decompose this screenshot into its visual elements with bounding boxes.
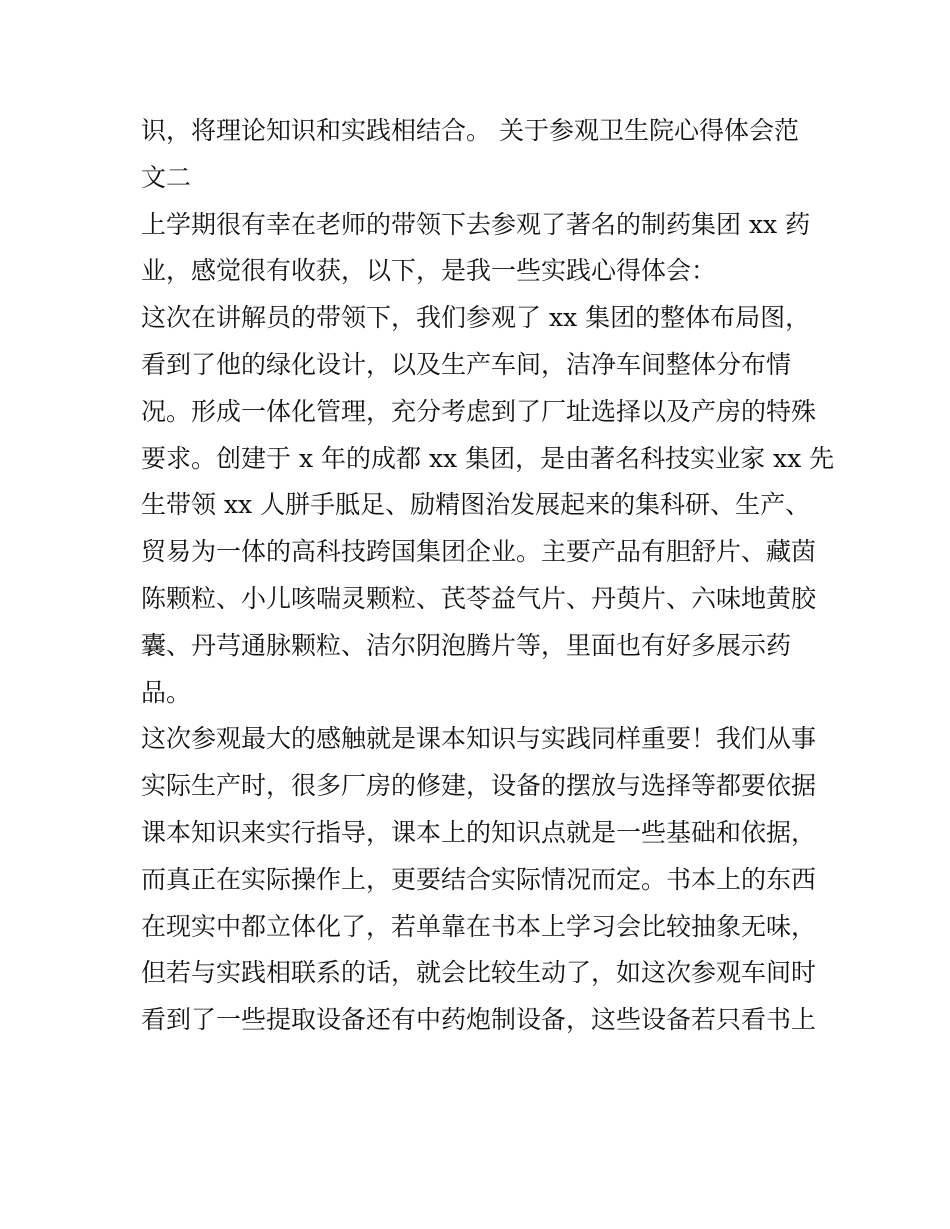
text-line: 要求。创建于 x 年的成都 xx 集团，是由著名科技实业家 xx 先	[141, 443, 835, 473]
text-line: 课本知识来实行指导，课本上的知识点就是一些基础和依据，	[141, 817, 817, 847]
text-line: 在现实中都立体化了，若单靠在书本上学习会比较抽象无味，	[141, 911, 817, 941]
text-line: 囊、丹芎通脉颗粒、洁尔阴泡腾片等，里面也有好多展示药	[141, 630, 792, 660]
text-line: 贸易为一体的高科技跨国集团企业。主要产品有胆舒片、藏茵	[141, 537, 817, 567]
text-line: 这次参观最大的感触就是课本知识与实践同样重要！我们从事	[141, 724, 817, 754]
text-line: 实际生产时，很多厂房的修建，设备的摆放与选择等都要依据	[141, 771, 817, 801]
text-line: 生带领 xx 人胼手胝足、励精图治发展起来的集科研、生产、	[141, 490, 811, 520]
text-line: 况。形成一体化管理，充分考虑到了厂址选择以及产房的特殊	[141, 396, 817, 426]
text-line: 业，感觉很有收获，以下，是我一些实践心得体会：	[141, 256, 717, 286]
text-line: 识，将理论知识和实践相结合。 关于参观卫生院心得体会范	[141, 116, 799, 145]
text-line: 看到了他的绿化设计，以及生产车间，洁净车间整体分布情	[141, 349, 792, 379]
text-line: 文二	[141, 162, 192, 192]
text-line: 但若与实践相联系的话，就会比较生动了，如这次参观车间时	[141, 958, 817, 988]
text-line: 而真正在实际操作上，更要结合实际情况而定。书本上的东西	[141, 864, 817, 894]
document-body	[141, 108, 835, 1044]
text-line: 品。	[141, 677, 192, 707]
text-line: 陈颗粒、小儿咳喘灵颗粒、芪苓益气片、丹萸片、六味地黄胶	[141, 583, 817, 613]
text-line: 上学期很有幸在老师的带领下去参观了著名的制药集团 xx 药	[141, 209, 811, 239]
text-line: 看到了一些提取设备还有中药炮制设备，这些设备若只看书上	[141, 1005, 817, 1035]
text-line: 这次在讲解员的带领下，我们参观了 xx 集团的整体布局图，	[141, 303, 811, 333]
